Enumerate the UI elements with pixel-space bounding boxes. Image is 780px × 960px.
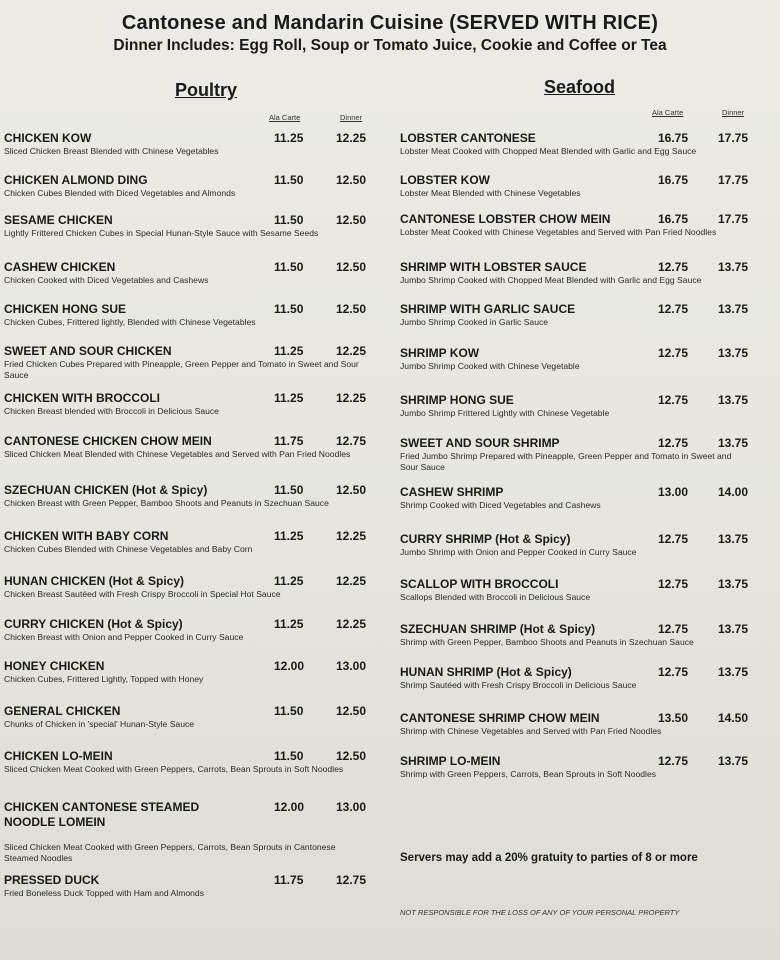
item-description: Fried Jumbo Shrimp Prepared with Pineapple, Green Pepper and Tomato in Sweet and Sour Sauce	[400, 451, 732, 472]
ala-carte-price: 16.75	[658, 212, 689, 226]
item-description: Chicken Cubes, Frittered lightly, Blended with Chinese Vegetables	[4, 317, 256, 327]
dinner-price: 12.50	[336, 483, 367, 497]
item-name: SWEET AND SOUR CHICKEN	[4, 344, 172, 358]
item-name-continued: NOODLE LOMEIN	[4, 815, 106, 829]
dinner-price: 17.75	[718, 173, 749, 187]
item-name: SHRIMP WITH GARLIC SAUCE	[400, 302, 576, 316]
item-description: Sliced Chicken Meat Cooked with Green Peppers, Carrots, Bean Sprouts in Cantonese Steamed Noodles	[4, 842, 336, 863]
item-name: SESAME CHICKEN	[4, 213, 113, 227]
ala-carte-price: 11.50	[274, 749, 304, 763]
dinner-price: 17.75	[718, 131, 749, 145]
item-name: HUNAN SHRIMP (Hot & Spicy)	[400, 665, 572, 679]
dinner-price: 17.75	[718, 212, 749, 226]
ala-carte-price: 11.25	[274, 529, 304, 543]
item-description: Sliced Chicken Meat Blended with Chinese Vegetables and Served with Pan Fried Noodles	[4, 449, 351, 459]
ala-carte-price: 11.50	[274, 483, 304, 497]
ala-carte-price: 11.25	[274, 617, 304, 631]
item-description: Shrimp with Chinese Vegetables and Served with Pan Fried Noodles	[400, 726, 662, 736]
item-name: CHICKEN LO-MEIN	[4, 749, 113, 763]
item-description: Shrimp with Green Peppers, Carrots, Bean Sprouts in Soft Noodles	[400, 769, 657, 779]
seafood-section-title: Seafood	[544, 77, 616, 97]
item-name: CURRY SHRIMP (Hot & Spicy)	[400, 532, 571, 546]
item-description: Scallops Blended with Broccoli in Delicious Sauce	[400, 592, 591, 602]
item-name: CHICKEN ALMOND DING	[4, 173, 148, 187]
item-description: Chicken Breast blended with Broccoli in Delicious Sauce	[4, 406, 219, 416]
dinner-price: 13.75	[718, 346, 749, 360]
poultry-dinner-header: Dinner	[340, 113, 363, 122]
item-name: CASHEW CHICKEN	[4, 260, 116, 274]
dinner-price: 12.25	[336, 131, 367, 145]
item-name: CANTONESE SHRIMP CHOW MEIN	[400, 711, 600, 725]
ala-carte-price: 13.50	[658, 711, 689, 725]
dinner-price: 13.00	[336, 800, 367, 814]
item-description: Chicken Breast Sautéed with Fresh Crispy Broccoli in Special Hot Sauce	[4, 589, 281, 599]
item-name: CHICKEN WITH BROCCOLI	[4, 391, 160, 405]
item-name: CHICKEN KOW	[4, 131, 92, 145]
item-name: CHICKEN CANTONESE STEAMED	[4, 800, 200, 814]
ala-carte-price: 16.75	[658, 173, 689, 187]
ala-carte-price: 11.50	[274, 302, 304, 316]
dinner-price: 12.75	[336, 873, 367, 887]
item-name: PRESSED DUCK	[4, 873, 100, 887]
menu-title: Cantonese and Mandarin Cuisine (SERVED WITH RICE)	[121, 12, 659, 34]
seafood-dinner-header: Dinner	[722, 108, 745, 117]
dinner-price: 13.00	[336, 659, 367, 673]
item-name: LOBSTER KOW	[400, 173, 490, 187]
item-description: Chicken Breast with Onion and Pepper Cooked in Curry Sauce	[4, 632, 244, 642]
item-name: SCALLOP WITH BROCCOLI	[400, 577, 559, 591]
ala-carte-price: 12.75	[658, 665, 689, 679]
item-description: Chicken Cooked with Diced Vegetables and Cashews	[4, 275, 209, 285]
poultry-ala-carte-header: Ala Carte	[269, 113, 301, 122]
ala-carte-price: 12.75	[658, 302, 689, 316]
property-disclaimer: NOT RESPONSIBLE FOR THE LOSS OF ANY OF YOUR PERSONAL PROPERTY	[400, 908, 680, 917]
item-description: Jumbo Shrimp Cooked with Chopped Meat Blended with Garlic and Egg Sauce	[400, 275, 702, 285]
dinner-price: 14.50	[718, 711, 749, 725]
item-description: Sliced Chicken Meat Cooked with Green Peppers, Carrots, Bean Sprouts in Soft Noodles	[4, 764, 344, 774]
dinner-price: 12.50	[336, 213, 367, 227]
ala-carte-price: 12.75	[658, 532, 689, 546]
ala-carte-price: 11.50	[274, 173, 304, 187]
item-description: Shrimp Sautéed with Fresh Crispy Broccoli in Delicious Sauce	[400, 680, 637, 690]
item-description: Shrimp Cooked with Diced Vegetables and Cashews	[400, 500, 601, 510]
item-description: Jumbo Shrimp Frittered Lightly with Chinese Vegetable	[400, 408, 610, 418]
dinner-price: 13.75	[718, 532, 749, 546]
dinner-price: 12.75	[336, 434, 367, 448]
dinner-price: 12.50	[336, 704, 367, 718]
ala-carte-price: 13.00	[658, 485, 689, 499]
item-description: Lobster Meat Cooked with Chinese Vegetables and Served with Pan Fried Noodles	[400, 227, 717, 237]
item-description: Lobster Meat Blended with Chinese Vegetables	[400, 188, 581, 198]
item-name: CHICKEN HONG SUE	[4, 302, 127, 316]
seafood-ala-carte-header: Ala Carte	[652, 108, 684, 117]
dinner-price: 13.75	[718, 577, 749, 591]
dinner-price: 12.25	[336, 344, 367, 358]
ala-carte-price: 11.25	[274, 131, 304, 145]
item-name: SZECHUAN SHRIMP (Hot & Spicy)	[400, 622, 596, 636]
ala-carte-price: 12.00	[274, 659, 305, 673]
ala-carte-price: 12.75	[658, 622, 689, 636]
item-name: SHRIMP LO-MEIN	[400, 754, 501, 768]
ala-carte-price: 12.75	[658, 577, 689, 591]
item-name: CASHEW SHRIMP	[400, 485, 504, 499]
item-name: HONEY CHICKEN	[4, 659, 105, 673]
item-description: Chicken Cubes Blended with Diced Vegetables and Almonds	[4, 188, 236, 198]
ala-carte-price: 11.75	[274, 873, 304, 887]
item-name: SWEET AND SOUR SHRIMP	[400, 436, 560, 450]
dinner-price: 13.75	[718, 665, 749, 679]
ala-carte-price: 11.50	[274, 704, 304, 718]
item-description: Fried Boneless Duck Topped with Ham and Almonds	[4, 888, 204, 898]
dinner-price: 14.00	[718, 485, 749, 499]
dinner-price: 12.50	[336, 173, 367, 187]
dinner-price: 12.50	[336, 260, 367, 274]
ala-carte-price: 12.75	[658, 436, 689, 450]
item-description: Lobster Meat Cooked with Chopped Meat Blended with Garlic and Egg Sauce	[400, 146, 697, 156]
dinner-price: 12.50	[336, 749, 367, 763]
item-description: Jumbo Shrimp Cooked in Garlic Sauce	[400, 317, 549, 327]
ala-carte-price: 11.25	[274, 574, 304, 588]
item-description: Jumbo Shrimp Cooked with Chinese Vegetable	[400, 361, 580, 371]
item-name: CHICKEN WITH BABY CORN	[4, 529, 169, 543]
item-name: CURRY CHICKEN (Hot & Spicy)	[4, 617, 183, 631]
dinner-price: 13.75	[718, 436, 749, 450]
menu-subtitle: Dinner Includes: Egg Roll, Soup or Tomato Juice, Cookie and Coffee or Tea	[113, 37, 667, 54]
ala-carte-price: 12.75	[658, 346, 689, 360]
dinner-price: 13.75	[718, 754, 749, 768]
item-name: SHRIMP KOW	[400, 346, 480, 360]
ala-carte-price: 12.75	[658, 754, 689, 768]
dinner-price: 12.50	[336, 302, 367, 316]
item-description: Chicken Breast with Green Pepper, Bamboo Shoots and Peanuts in Szechuan Sauce	[4, 498, 329, 508]
ala-carte-price: 11.50	[274, 260, 304, 274]
item-description: Sliced Chicken Breast Blended with Chinese Vegetables	[4, 146, 219, 156]
dinner-price: 13.75	[718, 393, 749, 407]
ala-carte-price: 11.25	[274, 391, 304, 405]
dinner-price: 13.75	[718, 622, 749, 636]
item-description: Chunks of Chicken in 'special' Hunan-Style Sauce	[4, 719, 195, 729]
ala-carte-price: 12.75	[658, 393, 689, 407]
item-name: LOBSTER CANTONESE	[400, 131, 536, 145]
item-name: SZECHUAN CHICKEN (Hot & Spicy)	[4, 483, 208, 497]
item-name: CANTONESE CHICKEN CHOW MEIN	[4, 434, 212, 448]
dinner-price: 13.75	[718, 260, 749, 274]
item-name: HUNAN CHICKEN (Hot & Spicy)	[4, 574, 184, 588]
item-description: Chicken Cubes Blended with Chinese Vegetables and Baby Corn	[4, 544, 253, 554]
item-description: Jumbo Shrimp with Onion and Pepper Cooked in Curry Sauce	[400, 547, 637, 557]
item-name: CANTONESE LOBSTER CHOW MEIN	[400, 212, 611, 226]
dinner-price: 12.25	[336, 617, 367, 631]
item-description: Shrimp with Green Pepper, Bamboo Shoots and Peanuts in Szechuan Sauce	[400, 637, 694, 647]
item-description: Lightly Frittered Chicken Cubes in Special Hunan-Style Sauce with Sesame Seeds	[4, 228, 319, 238]
dinner-price: 12.25	[336, 574, 367, 588]
ala-carte-price: 11.75	[274, 434, 304, 448]
ala-carte-price: 16.75	[658, 131, 689, 145]
item-name: SHRIMP HONG SUE	[400, 393, 514, 407]
item-name: SHRIMP WITH LOBSTER SAUCE	[400, 260, 587, 274]
dinner-price: 13.75	[718, 302, 749, 316]
ala-carte-price: 12.75	[658, 260, 689, 274]
ala-carte-price: 11.50	[274, 213, 304, 227]
dinner-price: 12.25	[336, 391, 367, 405]
dinner-price: 12.25	[336, 529, 367, 543]
item-name: GENERAL CHICKEN	[4, 704, 121, 718]
poultry-section-title: Poultry	[175, 80, 238, 100]
item-description: Fried Chicken Cubes Prepared with Pineapple, Green Pepper and Tomato in Sweet and Sour Sauce	[4, 359, 359, 380]
item-description: Chicken Cubes, Frittered Lightly, Topped with Honey	[4, 674, 204, 684]
gratuity-note: Servers may add a 20% gratuity to parties of 8 or more	[400, 852, 698, 864]
ala-carte-price: 11.25	[274, 344, 304, 358]
ala-carte-price: 12.00	[274, 800, 305, 814]
